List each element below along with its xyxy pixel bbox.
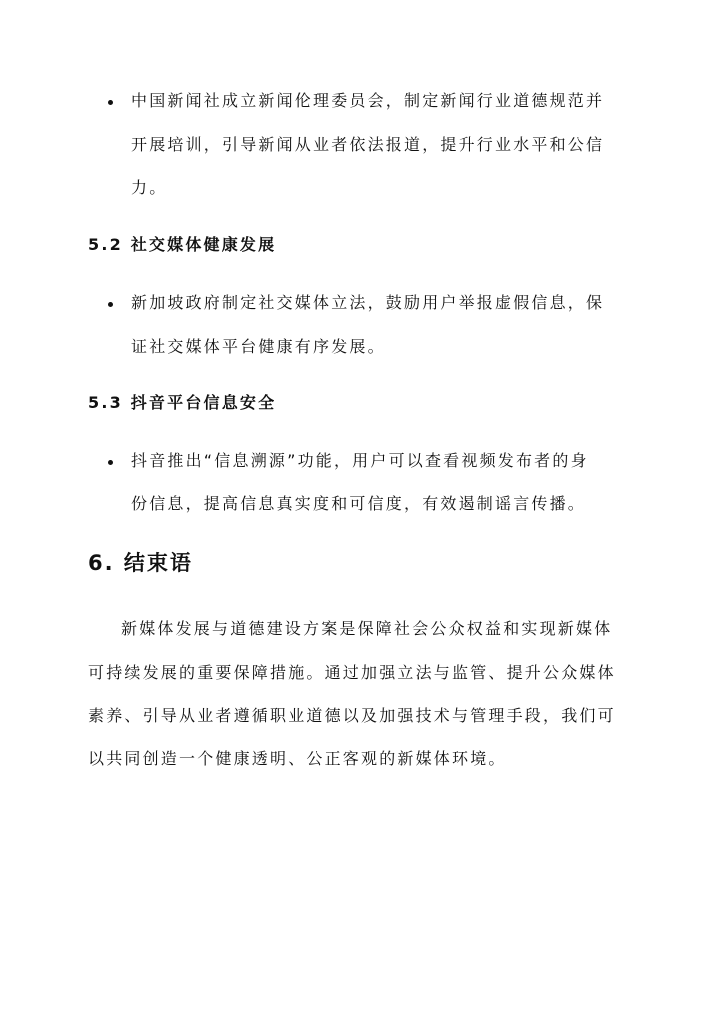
conclusion-line-4: 以共同创造一个健康透明、公正客观的新媒体环境。 [88, 749, 507, 768]
bullet3-line-2: 份信息，提高信息真实度和可信度，有效遏制谣言传播。 [131, 494, 587, 513]
bullet3-line-1: 抖音推出“信息溯源”功能，用户可以查看视频发布者的身 [131, 451, 589, 470]
bullet1-line-2: 开展培训，引导新闻从业者依法报道，提升行业水平和公信 [131, 135, 605, 154]
section-5-2-heading: 5.2 社交媒体健康发展 [88, 235, 277, 254]
bullet2-line-2: 证社交媒体平台健康有序发展。 [131, 337, 386, 356]
bullet2-line-1: 新加坡政府制定社交媒体立法，鼓励用户举报虚假信息，保 [131, 293, 605, 312]
bullet-point-icon [108, 100, 113, 105]
bullet1-line-1: 中国新闻社成立新闻伦理委员会，制定新闻行业道德规范并 [131, 91, 605, 110]
conclusion-line-1: 新媒体发展与道德建设方案是保障社会公众权益和实现新媒体 [121, 619, 613, 638]
conclusion-line-3: 素养、引导从业者遵循职业道德以及加强技术与管理手段，我们可 [88, 706, 616, 725]
bullet-point-icon [108, 460, 113, 465]
conclusion-line-2: 可持续发展的重要保障措施。通过加强立法与监管、提升公众媒体 [88, 663, 616, 682]
bullet-point-icon [108, 302, 113, 307]
bullet1-line-3: 力。 [131, 178, 168, 197]
section-5-3-heading: 5.3 抖音平台信息安全 [88, 393, 277, 412]
section-6-heading: 6. 结束语 [88, 551, 193, 575]
